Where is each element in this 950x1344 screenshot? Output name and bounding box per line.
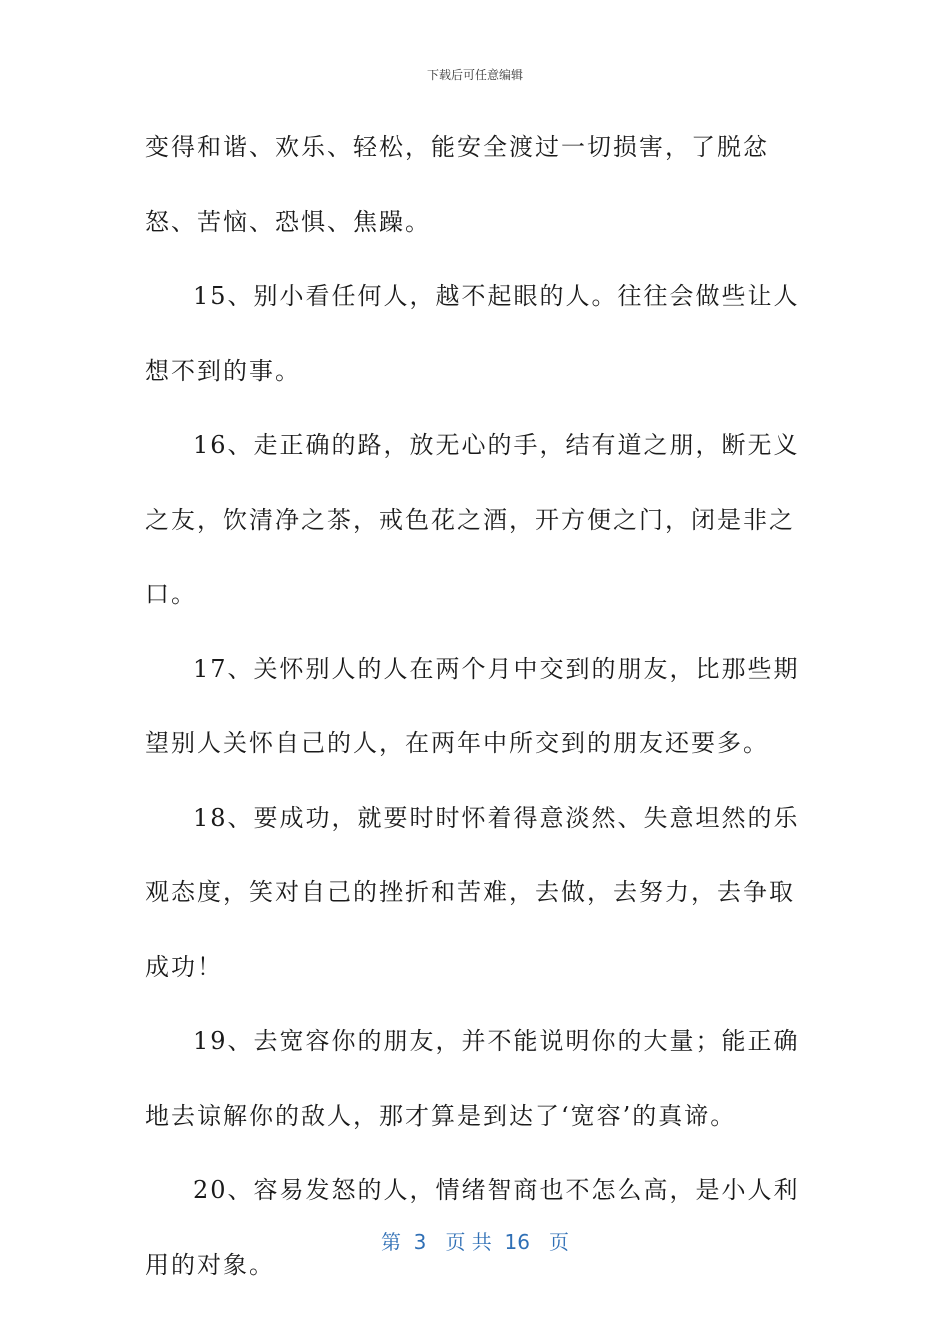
- paragraph-continued: 变得和谐、欢乐、轻松，能安全渡过一切损害，了脱忿怒、苦恼、恐惧、焦躁。: [145, 133, 769, 236]
- paragraph-16: 16、走正确的路，放无心的手，结有道之朋，断无义之友，饮清净之茶，戒色花之酒，开方便之门，闭是非之口。: [145, 431, 800, 608]
- document-body: [145, 110, 810, 1302]
- paragraph-19: 19、去宽容你的朋友，并不能说明你的大量；能正确地去谅解你的敌人，那才算是到达了‘宽容’的真谛。: [145, 1027, 800, 1130]
- page-number-footer: 第 3 页 共 16 页: [380, 1230, 570, 1254]
- page-header: 下载后可任意编辑: [426, 68, 523, 82]
- paragraph-17: 17、关怀别人的人在两个月中交到的朋友，比那些期望别人关怀自己的人，在两年中所交到的朋友还要多。: [145, 654, 800, 757]
- paragraph-15: 15、别小看任何人，越不起眼的人。往往会做些让人想不到的事。: [145, 282, 800, 385]
- paragraph-20: 20、容易发怒的人，情绪智商也不怎么高，是小人利用的对象。: [145, 1176, 800, 1279]
- paragraph-18: 18、要成功，就要时时怀着得意淡然、失意坦然的乐观态度，笑对自己的挫折和苦难，去做，去努力，去争取成功！: [145, 803, 800, 981]
